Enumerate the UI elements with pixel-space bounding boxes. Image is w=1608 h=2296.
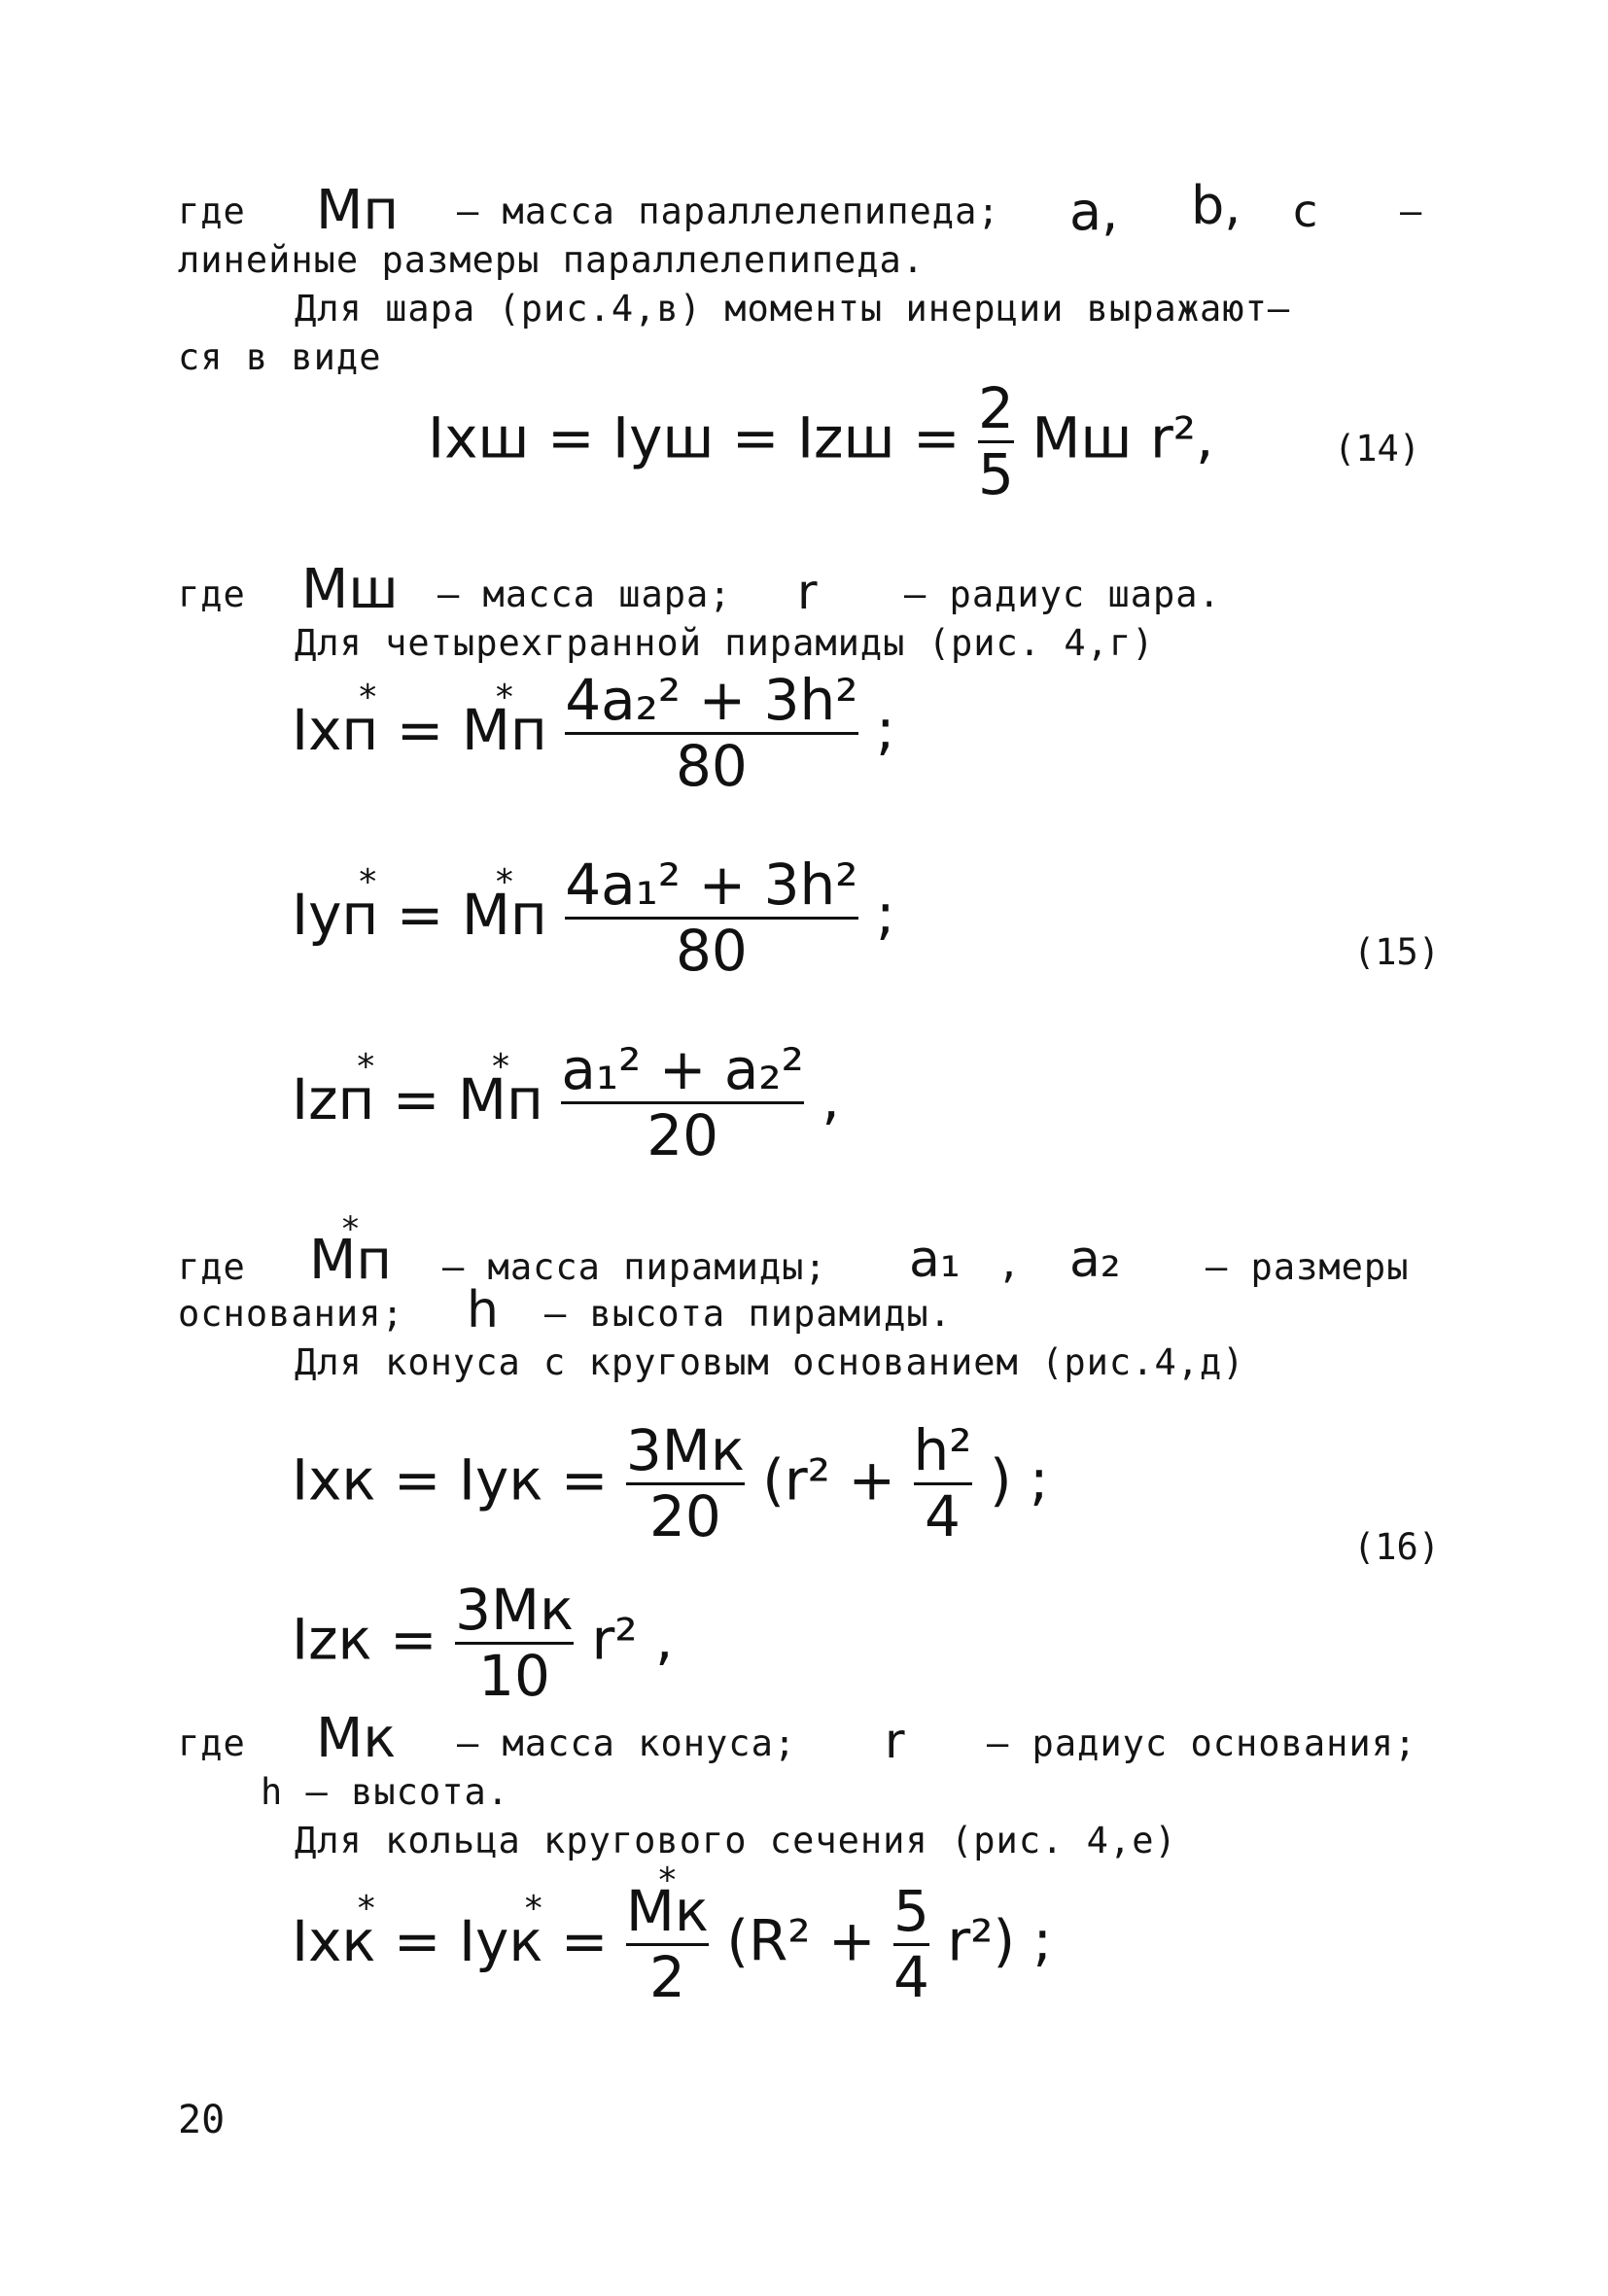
- equation-15-z-numerator: a₁² + a₂²: [561, 1036, 804, 1102]
- equation-14-denominator: 5: [978, 440, 1014, 507]
- equation-16-z-denominator: 10: [478, 1642, 550, 1709]
- equation-ring-end: r²) ;: [947, 1907, 1053, 1974]
- equation-16-z-fraction: [455, 1577, 575, 1709]
- text-base-radius: – радиус основания;: [987, 1722, 1417, 1764]
- equation-15-y-mass: * Mп: [462, 882, 547, 948]
- equation-ring: [292, 1878, 1053, 2010]
- equation-16-xy-denominator: 20: [648, 1482, 721, 1549]
- equation-ring-inner-denominator: 4: [893, 1943, 929, 2010]
- equation-14-fraction: [978, 375, 1014, 507]
- equation-15-z-denominator: 20: [647, 1101, 719, 1168]
- equation-15-z-end: ,: [821, 1065, 840, 1132]
- text-pyramid-intro: Для четырехгранной пирамиды (рис. 4,г): [295, 622, 1155, 664]
- equation-14-rhs: Mш r²,: [1031, 404, 1214, 471]
- symbol-mass-cone: Mк: [316, 1707, 397, 1770]
- equation-15-y-lhs: * Iуп =: [292, 882, 443, 948]
- equation-14: [428, 375, 1214, 507]
- text-mass-cone: – масса конуса;: [457, 1722, 797, 1764]
- text-in-form: ся в виде: [178, 336, 382, 378]
- symbol-a1: a₁: [909, 1231, 961, 1289]
- equation-16-xy: [292, 1417, 1049, 1549]
- text-mass-sphere: – масса шара;: [437, 574, 732, 615]
- word-gde-3: где: [178, 1246, 246, 1288]
- text-sphere-intro: Для шара (рис.4,в) моменты инерции выражают–: [295, 288, 1291, 330]
- equation-ring-inner-fraction: [893, 1878, 929, 2010]
- equation-15-z: [292, 1036, 840, 1168]
- equation-16-xy-inner-denominator: 4: [925, 1482, 961, 1549]
- equation-15-y-fraction: [565, 852, 858, 984]
- equation-ring-denominator: 2: [648, 1943, 685, 2010]
- symbol-c: c: [1293, 185, 1318, 237]
- equation-15-y-end: ;: [876, 881, 895, 948]
- symbol-height: h: [467, 1281, 499, 1339]
- equation-16-xy-numerator: 3Mк: [625, 1417, 745, 1483]
- text-dimensions: – размеры: [1206, 1246, 1410, 1288]
- equation-16-z: [292, 1577, 674, 1709]
- word-gde: где: [178, 191, 246, 232]
- equation-16-xy-lhs: Ixк = Iук =: [292, 1446, 609, 1513]
- equation-16-z-lhs: Izк =: [292, 1606, 437, 1673]
- equation-16-xy-inner-fraction: [913, 1417, 972, 1549]
- text-ring-intro: Для кольца кругового сечения (рис. 4,е): [295, 1820, 1177, 1861]
- equation-16-xy-inner-numerator: h²: [913, 1417, 972, 1483]
- equation-15-z-lhs: * Izп =: [292, 1066, 440, 1132]
- equation-15-x: [292, 667, 895, 799]
- equation-ring-lhs-y: * Iук =: [459, 1908, 609, 1974]
- symbol-mass-sphere: Mш: [301, 558, 399, 621]
- text-sphere-radius: – радиус шара.: [904, 574, 1221, 615]
- text-cone-height: h – высота.: [261, 1771, 510, 1813]
- symbol-comma: ,: [1001, 1235, 1017, 1289]
- symbol-a2: a₂: [1069, 1231, 1121, 1289]
- symbol-base-radius: r: [885, 1713, 905, 1769]
- equation-16-z-rhs: r² ,: [591, 1606, 674, 1673]
- equation-16-number: (16): [1353, 1526, 1441, 1568]
- equation-15-x-end: ;: [876, 696, 895, 763]
- equation-14-numerator: 2: [978, 375, 1014, 441]
- equation-ring-fraction: [625, 1878, 709, 2010]
- equation-15-z-mass: * Mп: [458, 1066, 543, 1132]
- text-dash: –: [1400, 191, 1423, 232]
- equation-ring-paren: (R² +: [726, 1907, 876, 1974]
- symbol-mass-parallelepiped: Mп: [316, 179, 399, 242]
- equation-15-x-mass: * Mп: [462, 697, 547, 763]
- symbol-radius: r: [797, 564, 818, 620]
- equation-16-xy-end: ) ;: [989, 1446, 1049, 1513]
- symbol-mass-pyramid: * Mп: [309, 1229, 392, 1292]
- page-number: 20: [178, 2098, 226, 2142]
- symbol-b: b,: [1191, 175, 1241, 236]
- equation-16-xy-paren: (r² +: [762, 1446, 896, 1513]
- equation-14-lhs: Iхш = Iуш = Izш =: [428, 404, 961, 471]
- equation-15-y-denominator: 80: [675, 917, 748, 984]
- equation-15-number: (15): [1353, 931, 1441, 973]
- text-linear-dimensions: линейные размеры параллелепипеда.: [178, 239, 926, 281]
- equation-16-z-numerator: 3Mк: [455, 1577, 575, 1643]
- text-cone-intro: Для конуса с круговым основанием (рис.4,д): [295, 1341, 1245, 1383]
- word-gde-4: где: [178, 1722, 246, 1764]
- equation-ring-lhs-x: * Ixк =: [292, 1908, 441, 1974]
- equation-15-y: [292, 852, 895, 984]
- text-pyramid-height: – высота пирамиды.: [544, 1293, 952, 1335]
- symbol-a: a,: [1069, 181, 1119, 242]
- equation-15-x-numerator: 4a₂² + 3h²: [565, 667, 858, 733]
- text-mass-pyramid: – масса пирамиды;: [442, 1246, 827, 1288]
- equation-15-z-fraction: [561, 1036, 804, 1168]
- equation-ring-numerator: * Mк: [626, 1882, 709, 1941]
- equation-14-number: (14): [1334, 428, 1421, 470]
- equation-16-xy-fraction: [625, 1417, 745, 1549]
- text-base: основания;: [178, 1293, 404, 1335]
- equation-15-y-numerator: 4a₁² + 3h²: [565, 852, 858, 918]
- equation-15-x-fraction: [565, 667, 858, 799]
- text-mass-parallelepiped: – масса параллелепипеда;: [457, 191, 1000, 232]
- equation-15-x-lhs: * Ixп =: [292, 697, 443, 763]
- word-gde-2: где: [178, 574, 246, 615]
- equation-15-x-denominator: 80: [675, 732, 748, 799]
- equation-ring-inner-numerator: 5: [893, 1878, 929, 1944]
